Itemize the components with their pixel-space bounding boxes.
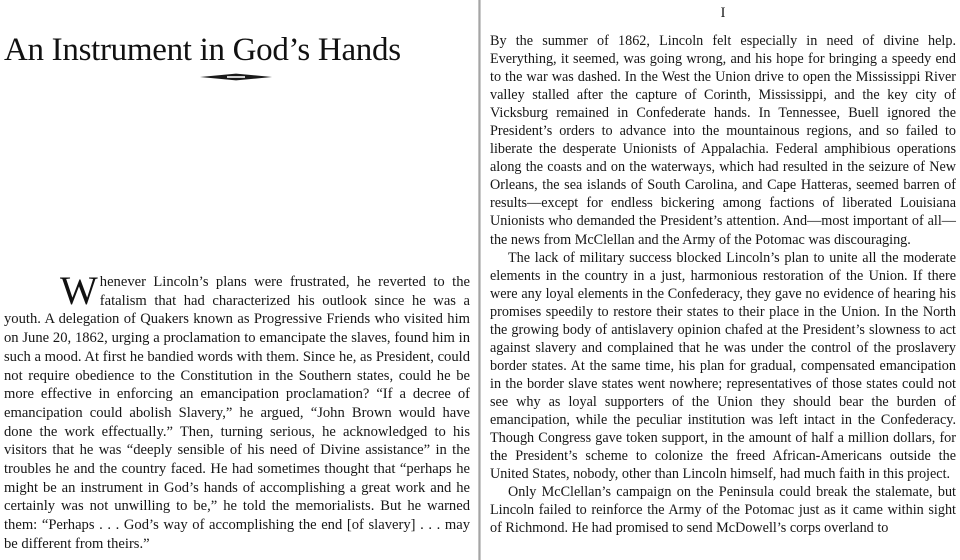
chapter-title: An Instrument in God’s Hands xyxy=(4,32,401,69)
paragraph: By the summer of 1862, Lincoln felt especially in need of divine help. Everything, it seemed, was going wrong, and his hope for bringing a speedy end to the war was dashed. In the West the Union drive to open the Mississippi River valley stalled after the capture of Corinth, Mississippi, and the key city of Vicksburg remained in Confederate hands. In Tennessee, Buell ignored the President’s orders to advance into the mountainous regions, and so failed to liberate the desperate Unionists of Appalachia. Federal amphibious operations along the coasts and on the waterways, which had resulted in the seizure of New Orleans, the sea islands of South Carolina, and Cape Hatteras, seemed barren of results—except for endless bickering among factions of liberated Louisiana Unionists who demanded the President’s attention. And—most important of all—the news from McClellan and the Army of the Potomac was discouraging. xyxy=(490,33,956,248)
ornament-flourish-icon xyxy=(199,71,273,83)
paragraph: The lack of military success blocked Lincoln’s plan to unite all the moderate elements in the country in a just, harmonious restoration of the Union. If there were any loyal elements in the Confederacy, they gave no evidence of hearing his promises speedily to restore their states to their place in the Union. In the North the growing body of antislavery opinion chafed at the President’s slowness to act against slavery and complained that he was under the control of the proslavery border states. At the same time, his plan for gradual, compensated emancipation in the border slave states went nowhere; representatives of those states could not see why as loyal supporters of the Union they should bear the burden of emancipation, while the peculiar institution was left intact in the Confederacy. Though Congress gave token support, in the amount of half a million dollars, for the President’s scheme to colonize the freed African-Americans outside the United States, nobody, other than Lincoln himself, had much faith in this project. xyxy=(490,249,956,483)
section-number: I xyxy=(720,5,726,21)
drop-cap: W xyxy=(60,268,98,313)
opening-paragraph: henever Lincoln’s plans were frustrated, he reverted to the fatalism that had characterized his outlook since he was a youth. A delegation of Quakers known as Progressive Friends who visited him on June 20, 1862, urging a proclamation to emancipate the slaves, found him in such a mood. At first he bandied words with them. Since he, as President, could not require obedience to the Constitution in the Southern states, could he be more effective in enforcing an emancipation proclamation? “If a decree of emancipation could abolish Slavery,” he argued, “John Brown would have done the work effectually.” Then, turning serious, he acknowledged to his visitors that he was “deeply sensible of his need of Divine assistance” in the troubles he and the country faced. He had sometimes thought that “perhaps he might be an instrument in God’s hands of accomplishing a great work and he certainly was not unwilling to be,” he told the memorialists. But he warned them: “Perhaps . . . God’s way of accomplishing the end [of slavery] . . . may be different from theirs.” xyxy=(4,274,470,552)
section-text xyxy=(490,32,956,537)
left-page xyxy=(0,0,476,560)
paragraph: Only McClellan’s campaign on the Peninsula could break the stalemate, but Lincoln failed to reinforce the Army of the Potomac just as it came within sight of Richmond. He had promised to send McDowell’s corps overland to xyxy=(490,484,956,537)
opening-text xyxy=(4,268,470,554)
right-page xyxy=(486,0,960,560)
book-gutter xyxy=(478,0,481,560)
